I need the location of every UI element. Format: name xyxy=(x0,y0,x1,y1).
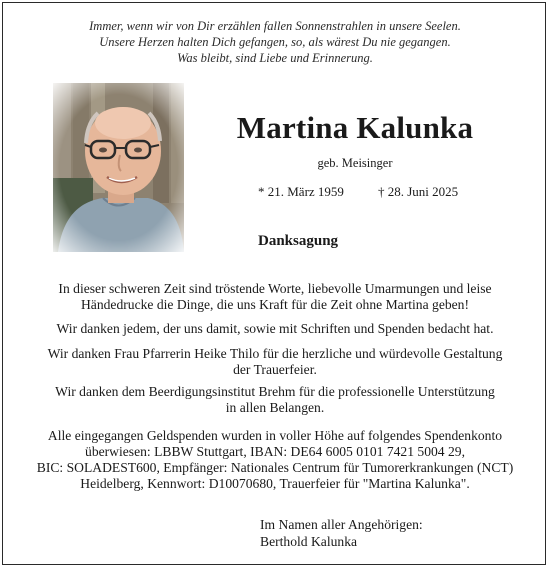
memorial-poem xyxy=(0,18,550,66)
death-date: † 28. Juni 2025 xyxy=(377,184,459,199)
portrait-photo xyxy=(53,83,184,252)
paragraph-line: Händedrucke die Dinge, die uns Kraft für die Zeit ohne Martina geben! xyxy=(80,297,470,312)
thanks-heading: Danksagung xyxy=(258,233,339,249)
poem-line: Was bleibt, sind Liebe und Erinnerung. xyxy=(177,51,373,65)
paragraph-line: Alle eingegangen Geldspenden wurden in voller Höhe auf folgendes Spendenkonto xyxy=(47,428,503,443)
deceased-name: Martina Kalunka xyxy=(236,110,474,145)
paragraph-line: Wir danken jedem, der uns damit, sowie mit Schriften und Spenden bedacht hat. xyxy=(56,321,494,336)
signature-name: Berthold Kalunka xyxy=(260,534,358,549)
paragraph-line: Wir danken Frau Pfarrerin Heike Thilo für die herzliche und würdevolle Gestaltung xyxy=(47,346,503,361)
poem-line: Immer, wenn wir von Dir erzählen fallen Sonnenstrahlen in unsere Seelen. xyxy=(89,19,461,33)
paragraph-line: Wir danken dem Beerdigungsinstitut Brehm für die professionelle Unterstützung xyxy=(55,384,495,399)
paragraph-line: Heidelberg, Kennwort: D10070680, Trauerfeier für "Martina Kalunka". xyxy=(80,476,470,491)
thanks-paragraph xyxy=(20,321,530,337)
thanks-paragraph xyxy=(20,281,530,313)
paragraph-line: überwiesen: LBBW Stuttgart, IBAN: DE64 6005 0101 7421 5004 29, xyxy=(85,444,465,459)
poem-line: Unsere Herzen halten Dich gefangen, so, als wärest Du nie gegangen. xyxy=(99,35,451,49)
paragraph-line: BIC: SOLADEST600, Empfänger: Nationales Centrum für Tumorerkrankungen (NCT) xyxy=(36,460,514,475)
thanks-paragraph xyxy=(20,346,530,378)
paragraph-line: in allen Belangen. xyxy=(225,400,325,415)
signature-block xyxy=(260,516,423,550)
donation-paragraph xyxy=(20,428,530,492)
birth-name: geb. Meisinger xyxy=(317,156,393,170)
birth-date: * 21. März 1959 xyxy=(258,184,344,199)
paragraph-line: In dieser schweren Zeit sind tröstende Worte, liebevolle Umarmungen und leise xyxy=(58,281,492,296)
life-dates xyxy=(258,184,458,200)
portrait-illustration xyxy=(53,83,184,252)
thanks-paragraph xyxy=(20,384,530,416)
paragraph-line: der Trauerfeier. xyxy=(233,362,317,377)
signature-intro: Im Namen aller Angehörigen: xyxy=(260,517,423,532)
